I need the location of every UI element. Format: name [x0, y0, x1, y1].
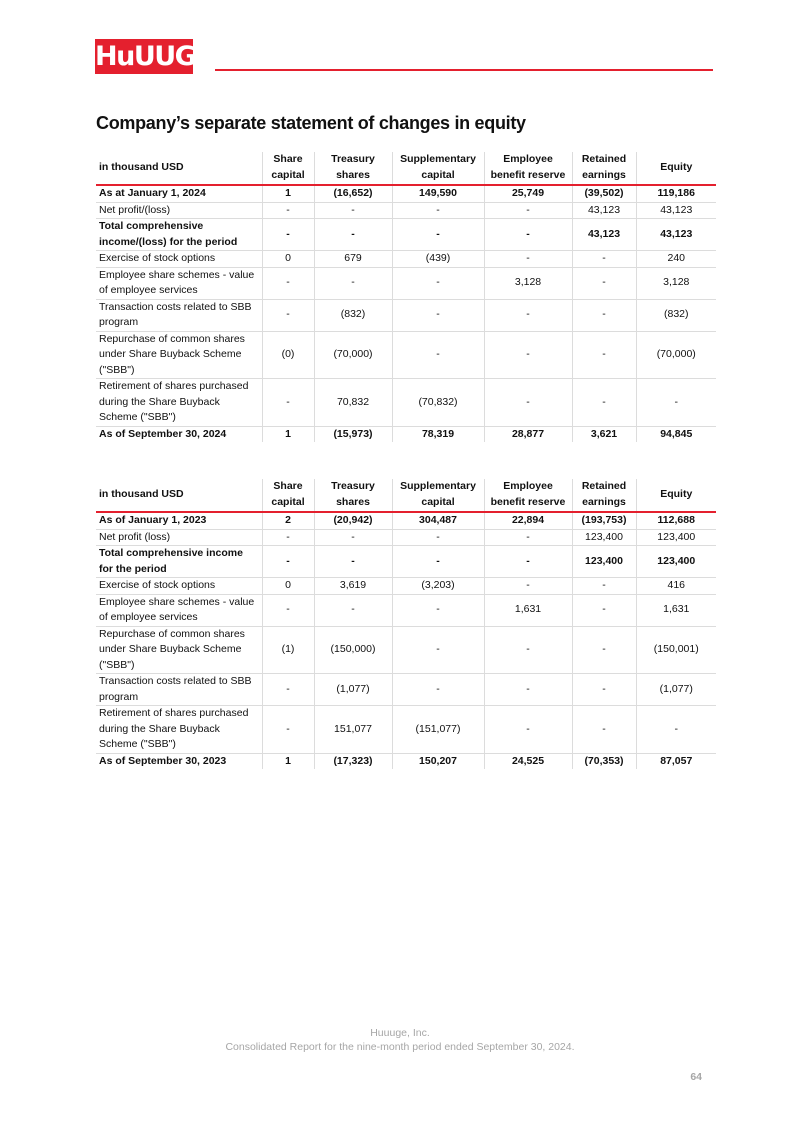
- table-row: [96, 202, 716, 219]
- table-header-row: [96, 479, 716, 512]
- table-cell: 28,877: [484, 426, 572, 442]
- table-cell: 119,186: [636, 185, 716, 202]
- table-cell: 3,621: [572, 426, 636, 442]
- table-cell: 0: [262, 578, 314, 595]
- row-label: As of September 30, 2024: [96, 426, 262, 442]
- column-header: Retained earnings: [572, 479, 636, 512]
- row-label: Employee share schemes - value of employee services: [96, 267, 262, 299]
- table-cell: (1): [262, 626, 314, 674]
- table-header-row: [96, 152, 716, 185]
- row-label: Repurchase of common shares under Share Buyback Scheme ("SBB"): [96, 626, 262, 674]
- column-header: Share capital: [262, 479, 314, 512]
- table-cell: 22,894: [484, 512, 572, 529]
- huuuge-logo: HuUUGE: [95, 41, 213, 72]
- header-rule: [215, 69, 713, 71]
- equity-table-2024: [96, 152, 716, 442]
- table-cell: -: [572, 379, 636, 427]
- table-cell: 1: [262, 185, 314, 202]
- table-cell: -: [262, 546, 314, 578]
- table-cell: -: [484, 299, 572, 331]
- table-row: [96, 578, 716, 595]
- row-label: Repurchase of common shares under Share Buyback Scheme ("SBB"): [96, 331, 262, 379]
- table-cell: -: [262, 219, 314, 251]
- table-cell: -: [262, 267, 314, 299]
- equity-table-2023: [96, 479, 716, 769]
- table-cell: 123,400: [636, 529, 716, 546]
- table-cell: -: [262, 674, 314, 706]
- footer-report-title: Consolidated Report for the nine-month period ended September 30, 2024.: [225, 1041, 575, 1053]
- table-cell: (3,203): [392, 578, 484, 595]
- table-cell: (17,323): [314, 753, 392, 769]
- table-cell: -: [314, 202, 392, 219]
- table-cell: -: [262, 594, 314, 626]
- table-cell: 0: [262, 251, 314, 268]
- table-cell: -: [572, 331, 636, 379]
- table-row: [96, 594, 716, 626]
- table-cell: 123,400: [572, 546, 636, 578]
- table-row: [96, 251, 716, 268]
- column-header: Equity: [636, 152, 716, 185]
- table-cell: -: [572, 299, 636, 331]
- table-cell: 240: [636, 251, 716, 268]
- column-header: Equity: [636, 479, 716, 512]
- table-cell: -: [392, 546, 484, 578]
- table-cell: 43,123: [572, 202, 636, 219]
- table-cell: -: [484, 251, 572, 268]
- table-row: [96, 331, 716, 379]
- table-row: [96, 529, 716, 546]
- table-cell: (439): [392, 251, 484, 268]
- row-label: Employee share schemes - value of employee services: [96, 594, 262, 626]
- table-cell: 1: [262, 426, 314, 442]
- table-cell: -: [484, 379, 572, 427]
- table-cell: (1,077): [636, 674, 716, 706]
- row-label: Net profit/(loss): [96, 202, 262, 219]
- table-cell: -: [314, 267, 392, 299]
- table-cell: (20,942): [314, 512, 392, 529]
- table-cell: 2: [262, 512, 314, 529]
- table-cell: 112,688: [636, 512, 716, 529]
- table-cell: -: [572, 626, 636, 674]
- column-header: Supplementary capital: [392, 152, 484, 185]
- table-cell: -: [484, 546, 572, 578]
- table-cell: -: [484, 674, 572, 706]
- table-row: [96, 219, 716, 251]
- table-cell: 87,057: [660, 754, 693, 767]
- table-cell: -: [262, 529, 314, 546]
- table-cell: 78,319: [392, 426, 484, 442]
- table-cell: -: [484, 626, 572, 674]
- column-header: in thousand USD: [96, 479, 262, 512]
- table-cell: -: [484, 331, 572, 379]
- row-label: Exercise of stock options: [96, 251, 262, 268]
- table-cell: (150,000): [314, 626, 392, 674]
- page-title: Company’s separate statement of changes in equity: [96, 113, 526, 133]
- table-cell: 3,128: [484, 267, 572, 299]
- row-label: Net profit (loss): [96, 529, 262, 546]
- table-cell: 304,487: [392, 512, 484, 529]
- table-cell: (0): [262, 331, 314, 379]
- table-cell: -: [392, 267, 484, 299]
- table-cell: (832): [636, 299, 716, 331]
- table-cell: -: [392, 529, 484, 546]
- table-cell: -: [572, 594, 636, 626]
- table-cell: 43,123: [636, 202, 716, 219]
- table-cell: 1: [262, 753, 314, 769]
- table-cell: -: [484, 578, 572, 595]
- table-cell: 70,832: [314, 379, 392, 427]
- table-cell: 123,400: [636, 546, 716, 578]
- table-cell: -: [262, 299, 314, 331]
- row-label: Transaction costs related to SBB program: [96, 674, 262, 706]
- table-cell: -: [572, 251, 636, 268]
- row-label: As at January 1, 2024: [96, 185, 262, 202]
- table-cell: -: [392, 331, 484, 379]
- table-cell: -: [392, 594, 484, 626]
- table-row: [96, 267, 716, 299]
- table-cell: 151,077: [314, 706, 392, 754]
- table-cell: 1,631: [484, 594, 572, 626]
- table-row: [96, 546, 716, 578]
- table-row: [96, 299, 716, 331]
- table-cell: -: [572, 578, 636, 595]
- table-cell: -: [636, 706, 716, 754]
- table-cell: -: [314, 219, 392, 251]
- row-label: Exercise of stock options: [96, 578, 262, 595]
- table-row: [96, 426, 716, 442]
- table-cell: (70,000): [636, 331, 716, 379]
- row-label: Transaction costs related to SBB program: [96, 299, 262, 331]
- table-cell: (39,502): [572, 185, 636, 202]
- table-cell: 679: [314, 251, 392, 268]
- column-header: Treasury shares: [314, 479, 392, 512]
- table-cell: 150,207: [392, 753, 484, 769]
- table-row: [96, 753, 716, 769]
- table-cell: -: [262, 706, 314, 754]
- table-cell: (151,077): [392, 706, 484, 754]
- table-cell: 416: [636, 578, 716, 595]
- table-cell: 43,123: [636, 219, 716, 251]
- table-cell: 123,400: [572, 529, 636, 546]
- footer-company: Huuuge, Inc.: [370, 1027, 430, 1039]
- column-header: Employee benefit reserve: [484, 479, 572, 512]
- table-cell: (70,353): [572, 753, 636, 769]
- table-row: [96, 512, 716, 529]
- page-number: 64: [690, 1071, 702, 1083]
- table-row: [96, 626, 716, 674]
- table-row: [96, 674, 716, 706]
- column-header: in thousand USD: [96, 152, 262, 185]
- column-header: Employee benefit reserve: [484, 152, 572, 185]
- table-cell: -: [572, 706, 636, 754]
- column-header: Share capital: [262, 152, 314, 185]
- table-cell: -: [484, 202, 572, 219]
- table-cell: -: [572, 674, 636, 706]
- table-cell: -: [262, 202, 314, 219]
- table-cell: (832): [314, 299, 392, 331]
- row-label: Total comprehensive income for the period: [96, 546, 262, 578]
- table-cell: -: [636, 379, 716, 427]
- table-cell: 43,123: [572, 219, 636, 251]
- table-cell: (150,001): [636, 626, 716, 674]
- column-header: Treasury shares: [314, 152, 392, 185]
- table-cell: -: [314, 546, 392, 578]
- table-cell: -: [392, 219, 484, 251]
- table-cell: -: [392, 299, 484, 331]
- column-header: Supplementary capital: [392, 479, 484, 512]
- column-header: Retained earnings: [572, 152, 636, 185]
- table-cell: (193,753): [572, 512, 636, 529]
- table-cell: (70,000): [314, 331, 392, 379]
- table-cell: -: [314, 529, 392, 546]
- table-cell: 94,845: [660, 427, 693, 440]
- row-label: As of September 30, 2023: [96, 753, 262, 769]
- table-cell: -: [484, 706, 572, 754]
- table-cell: 3,128: [636, 267, 716, 299]
- table-cell: (15,973): [314, 426, 392, 442]
- row-label: Retirement of shares purchased during the Share Buyback Scheme ("SBB"): [96, 379, 262, 427]
- table-cell: 25,749: [484, 185, 572, 202]
- table-cell: (70,832): [392, 379, 484, 427]
- table-cell: 1,631: [636, 594, 716, 626]
- table-cell: -: [484, 219, 572, 251]
- table-cell: 24,525: [484, 753, 572, 769]
- row-label: As of January 1, 2023: [96, 512, 262, 529]
- table-cell: (1,077): [314, 674, 392, 706]
- table-cell: -: [262, 379, 314, 427]
- table-cell: 149,590: [392, 185, 484, 202]
- table-cell: -: [572, 267, 636, 299]
- table-cell: -: [484, 529, 572, 546]
- table-cell: -: [314, 594, 392, 626]
- table-row: [96, 185, 716, 202]
- table-cell: -: [392, 626, 484, 674]
- table-cell: (16,652): [314, 185, 392, 202]
- table-cell: -: [392, 674, 484, 706]
- table-cell: -: [392, 202, 484, 219]
- table-row: [96, 379, 716, 427]
- table-row: [96, 706, 716, 754]
- row-label: Retirement of shares purchased during the Share Buyback Scheme ("SBB"): [96, 706, 262, 754]
- table-cell: 3,619: [314, 578, 392, 595]
- row-label: Total comprehensive income/(loss) for the period: [96, 219, 262, 251]
